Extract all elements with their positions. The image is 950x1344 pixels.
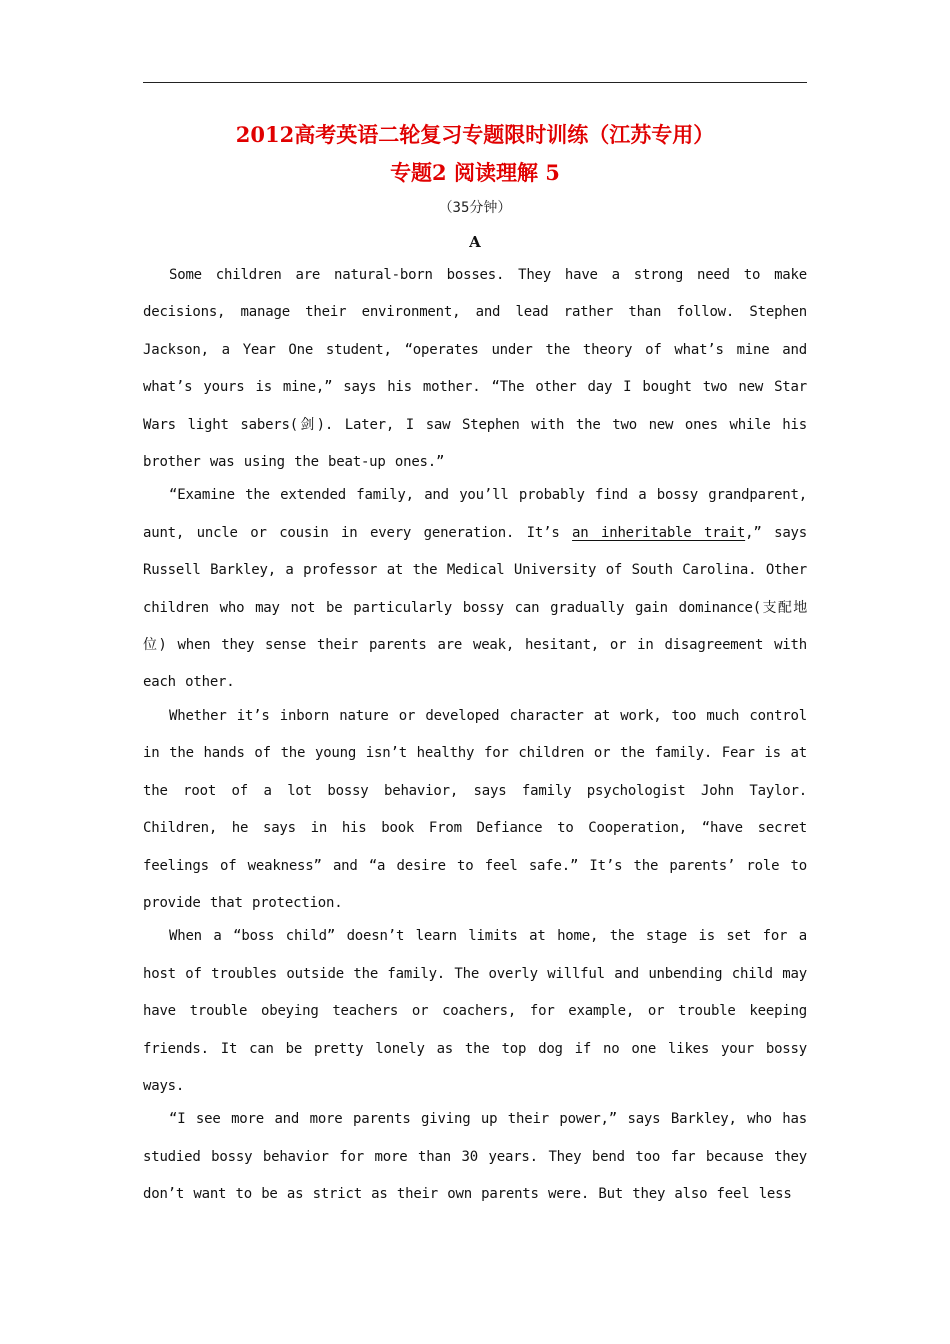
passage-body xyxy=(143,257,807,1214)
paragraph-4: When a “boss child” doesn’t learn limits at home, the stage is set for a host of troubles outside the family. The overly willful and unbending child may have trouble obeying teachers or coachers, for example, or trouble keeping friends. It can be pretty lonely as the top dog if no one likes your bossy ways. xyxy=(143,928,807,1094)
paragraph-2-text-before: “Examine the extended family, and you’ll probably find a bossy grandparent, aunt, uncle or cousin in every generation. It’s xyxy=(143,487,807,541)
paragraph-2-text-after: ,” says Russell Barkley, a professor at the Medical University of South Carolina. Other children who may not be particularly bossy can gradually gain dominance(支配地位) when they sense their parents are weak, hesitant, or in disagreement with each other. xyxy=(143,524,807,691)
top-rule xyxy=(143,82,807,83)
page-title: 2012高考英语二轮复习专题限时训练（江苏专用） xyxy=(235,122,715,147)
passage-label: A xyxy=(469,233,481,251)
paragraph-5: “I see more and more parents giving up their power,” says Barkley, who has studied bossy behavior for more than 30 years. They bend too far because they don’t want to be as strict as their own parents were. But they also feel less xyxy=(143,1111,807,1203)
paragraph-3: Whether it’s inborn nature or developed character at work, too much control in the hands of the young isn’t healthy for children or the family. Fear is at the root of a lot bossy behavior, says family psychologist John Taylor. Children, he says in his book From Defiance to Cooperation, “have secret feelings of weakness” and “a desire to feel safe.” It’s the parents’ role to provide that protection. xyxy=(143,707,807,911)
underlined-phrase: an inheritable trait xyxy=(572,524,746,541)
paragraph-1: Some children are natural-born bosses. They have a strong need to make decisions, manage their environment, and lead rather than follow. Stephen Jackson, a Year One student, “operates under the theory of what’s mine and what’s yours is mine,” says his mother. “The other day I bought two new Star Wars light sabers(剑). Later, I saw Stephen with the two new ones while his brother was using the beat-up ones.” xyxy=(143,267,807,471)
section-subtitle: 专题2 阅读理解 5 xyxy=(390,160,560,185)
paragraph-2 xyxy=(143,477,807,701)
time-limit: （35分钟） xyxy=(438,200,512,216)
